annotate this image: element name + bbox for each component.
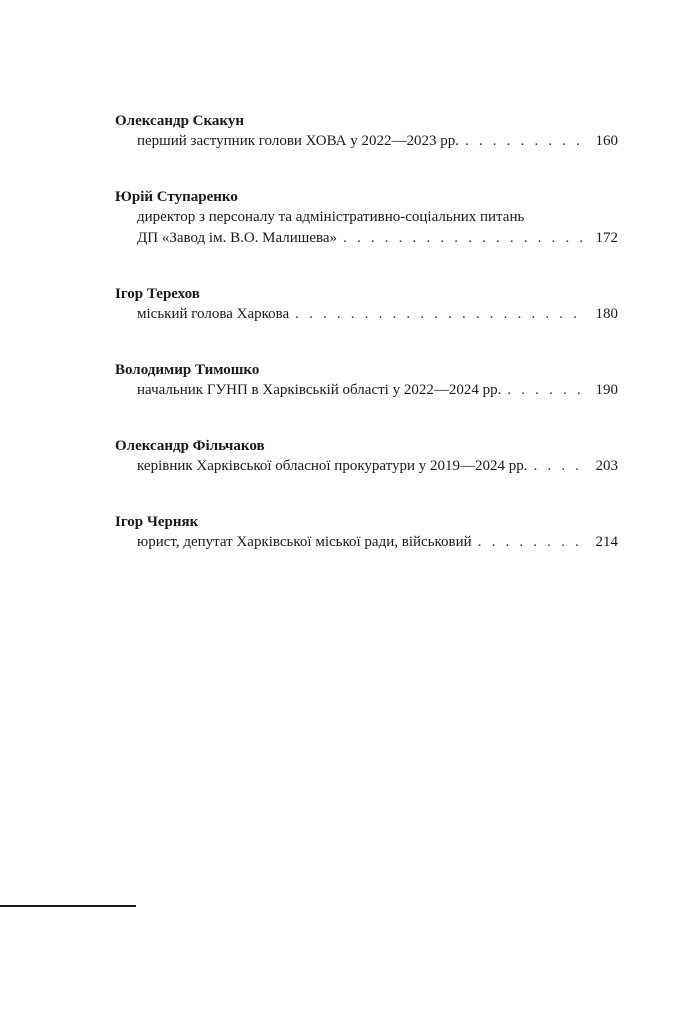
toc-entry[interactable] [115, 188, 618, 249]
person-name: Володимир Тимошко [115, 362, 260, 378]
description-line [137, 456, 618, 477]
table-of-contents [115, 112, 618, 589]
position-text: юрист, депутат Харківської міської ради, військовий [137, 534, 472, 550]
description-line [137, 532, 618, 553]
position-text: міський голова Харкова [137, 306, 290, 322]
position-text: керівник Харківської обласної прокуратури у 2019—2024 рр. [137, 458, 528, 474]
entry-description [137, 131, 618, 152]
toc-entry[interactable] [115, 361, 618, 401]
dot-leader [507, 380, 586, 401]
entry-description [137, 456, 618, 477]
description-line [137, 131, 618, 152]
entry-description [137, 380, 618, 401]
dot-leader [478, 532, 586, 553]
page-number[interactable]: 203 [595, 458, 618, 474]
dot-leader [295, 304, 586, 325]
entry-description [137, 532, 618, 553]
page-number[interactable]: 190 [595, 382, 618, 398]
page-number[interactable]: 180 [595, 306, 618, 322]
dot-leader [465, 131, 586, 152]
page-number[interactable]: 214 [595, 534, 618, 550]
entry-description [137, 207, 618, 249]
description-line [137, 304, 618, 325]
dot-leader [534, 456, 586, 477]
person-name: Ігор Терехов [115, 286, 200, 302]
dot-leader [343, 228, 586, 249]
toc-entry[interactable] [115, 513, 618, 553]
description-line [137, 380, 618, 401]
person-name: Юрій Ступаренко [115, 189, 238, 205]
footer-divider [0, 905, 136, 907]
person-name: Олександр Фільчаков [115, 438, 265, 454]
toc-entry[interactable] [115, 285, 618, 325]
page-number[interactable]: 160 [595, 133, 618, 149]
position-text: начальник ГУНП в Харківській області у 2022—2024 рр. [137, 382, 502, 398]
person-name: Олександр Скакун [115, 113, 244, 129]
toc-entry[interactable] [115, 112, 618, 152]
entry-description [137, 304, 618, 325]
position-text: ДП «Завод ім. В.О. Малишева» [137, 230, 338, 246]
position-text: перший заступник голови ХОВА у 2022—2023 рр. [137, 133, 459, 149]
description-line [137, 228, 618, 249]
toc-entry[interactable] [115, 437, 618, 477]
position-text: директор з персоналу та адміністративно-соціальних питань [137, 209, 525, 225]
page-number[interactable]: 172 [595, 230, 618, 246]
person-name: Ігор Черняк [115, 514, 199, 530]
